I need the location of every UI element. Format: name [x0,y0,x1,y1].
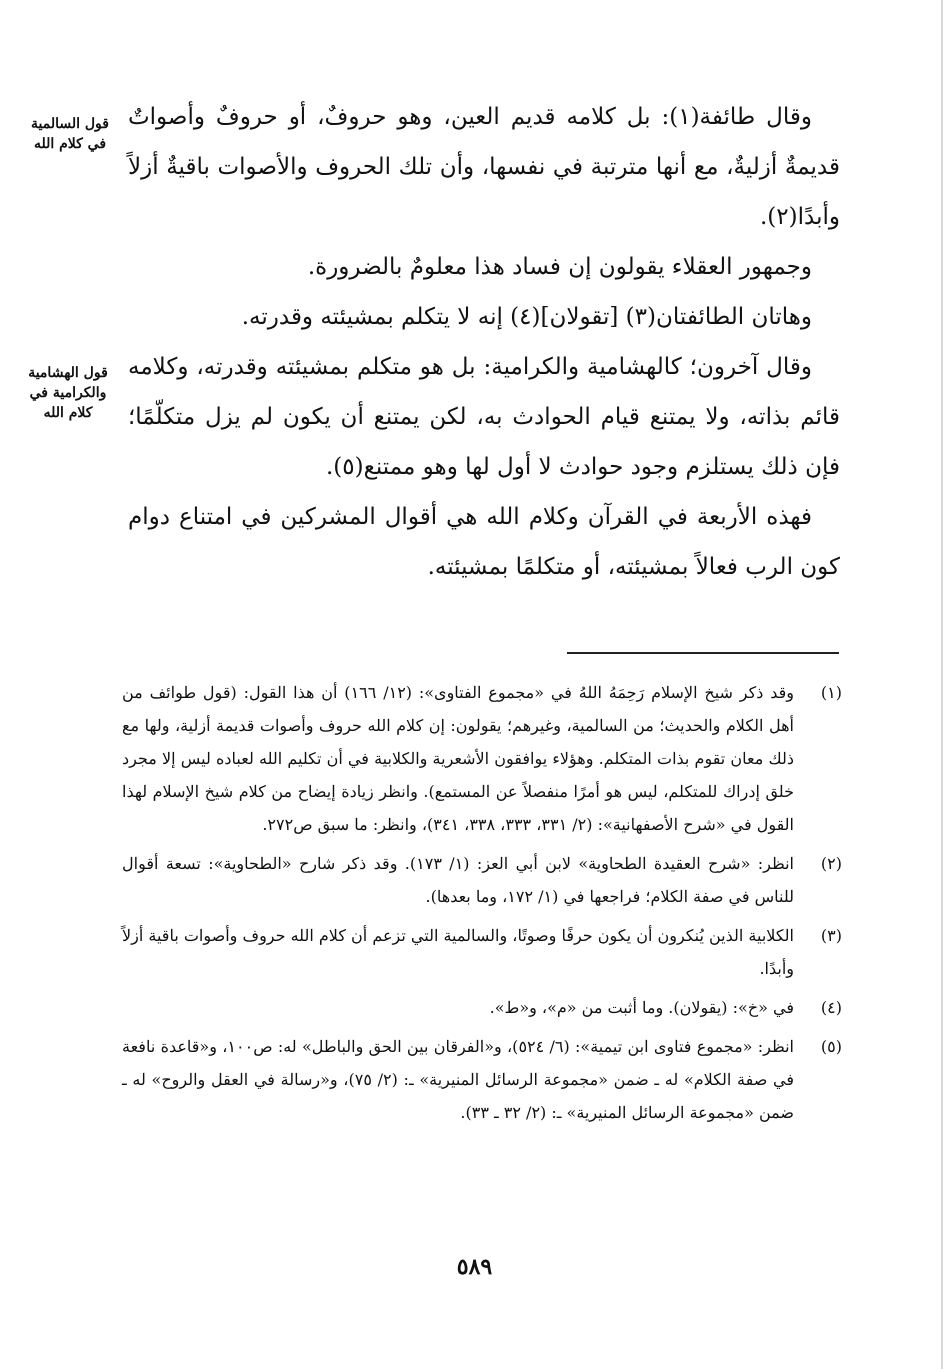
side-note-salimiyya: قول السالمية في كلام الله [31,116,109,152]
footnote-separator [567,652,839,654]
paragraph-2: وجمهور العقلاء يقولون إن فساد هذا معلومٌ بالضرورة. [307,254,812,280]
page-number: ٥٨٩ [456,1254,493,1280]
footnote-4 [122,991,842,1024]
main-text [128,92,840,592]
footnote-number: (٢) [820,854,842,873]
page-edge [941,0,943,1369]
footnote-number: (٣) [820,926,842,945]
footnote-5 [122,1030,842,1129]
footnote-3 [122,919,842,985]
footnote-text: في «خ»: (يقولان). وما أثبت من «م»، و«ط». [489,998,794,1017]
side-note-hashimiyya: قول الهشامية والكرامية في كلام الله [28,365,108,421]
footnote-text: انظر: «شرح العقيدة الطحاوية» لابن أبي العز: (١/ ١٧٣). وقد ذكر شارح «الطحاوية»: تسعة أقوال للناس في صفة الكلام؛ فراجعها في (١/ ١٧٢، وما بعدها). [122,854,794,906]
footnote-text: الكلابية الذين يُنكرون أن يكون حرفًا وصوتًا، والسالمية التي تزعم أن كلام الله حروف وأصوات باقية أزلاً وأبدًا. [122,926,794,978]
paragraph-5: فهذه الأربعة في القرآن وكلام الله هي أقوال المشركين في امتناع دوام كون الرب فعالاً بمشيئته، أو متكلمًا بمشيئته. [128,504,840,580]
footnote-number: (٥) [820,1037,842,1056]
paragraph-4: وقال آخرون؛ كالهشامية والكرامية: بل هو متكلم بمشيئته وقدرته، وكلامه قائم بذاته، ولا يمتنع قيام الحوادث به، لكن يمتنع أن يكون لم يزل متكلّمًا؛ فإن ذلك يستلزم وجود حوادث لا أول لها وهو ممتنع(٥). [128,354,840,480]
footnote-number: (٤) [820,998,842,1017]
paragraph-1: وقال طائفة(١): بل كلامه قديم العين، وهو حروفٌ، أو حروفٌ وأصواتٌ قديمةٌ أزليةٌ، مع أنها مترتبة في نفسها، وأن تلك الحروف والأصوات باقيةٌ أزلاً وأبدًا(٢). [128,104,840,230]
footnote-number: (١) [820,683,842,702]
footnote-2 [122,847,842,913]
footnotes [122,676,842,1135]
footnote-text: وقد ذكر شيخ الإسلام رَحِمَهُ اللهُ في «مجموع الفتاوى»: (١٢/ ١٦٦) أن هذا القول: (قول طوائف من أهل الكلام والحديث؛ من السالمية، وغيرهم؛ يقولون: إن كلام الله حروف وأصوات قديمة أزلية، ولها مع ذلك معان تقوم بذات المتكلم. وهؤلاء يوافقون الأشعرية والكلابية في أن تكليم الله لعباده ليس إلا مجرد خلق إدراك للمتكلم، ليس هو أمرًا منفصلاً عن المستمع). وانظر زيادة إيضاح من كلام شيخ الإسلام لهذا القول في «شرح الأصفهانية»: (٢/ ٣٣١، ٣٣٣، ٣٣٨، ٣٤١)، وانظر: ما سبق ص٢٧٢. [122,683,794,834]
footnote-text: انظر: «مجموع فتاوى ابن تيمية»: (٦/ ٥٢٤)، و«الفرقان بين الحق والباطل» له: ص١٠٠، و«قاعدة نافعة في صفة الكلام» له ـ ضمن «مجموعة الرسائل المنيرية» ـ: (٢/ ٧٥)، و«رسالة في العقل والروح» له ـ ضمن «مجموعة الرسائل المنيرية» ـ: (٢/ ٣٢ ـ ٣٣). [122,1037,795,1122]
paragraph-3: وهاتان الطائفتان(٣) [تقولان](٤) إنه لا يتكلم بمشيئته وقدرته. [241,304,812,330]
footnote-1 [122,676,842,841]
